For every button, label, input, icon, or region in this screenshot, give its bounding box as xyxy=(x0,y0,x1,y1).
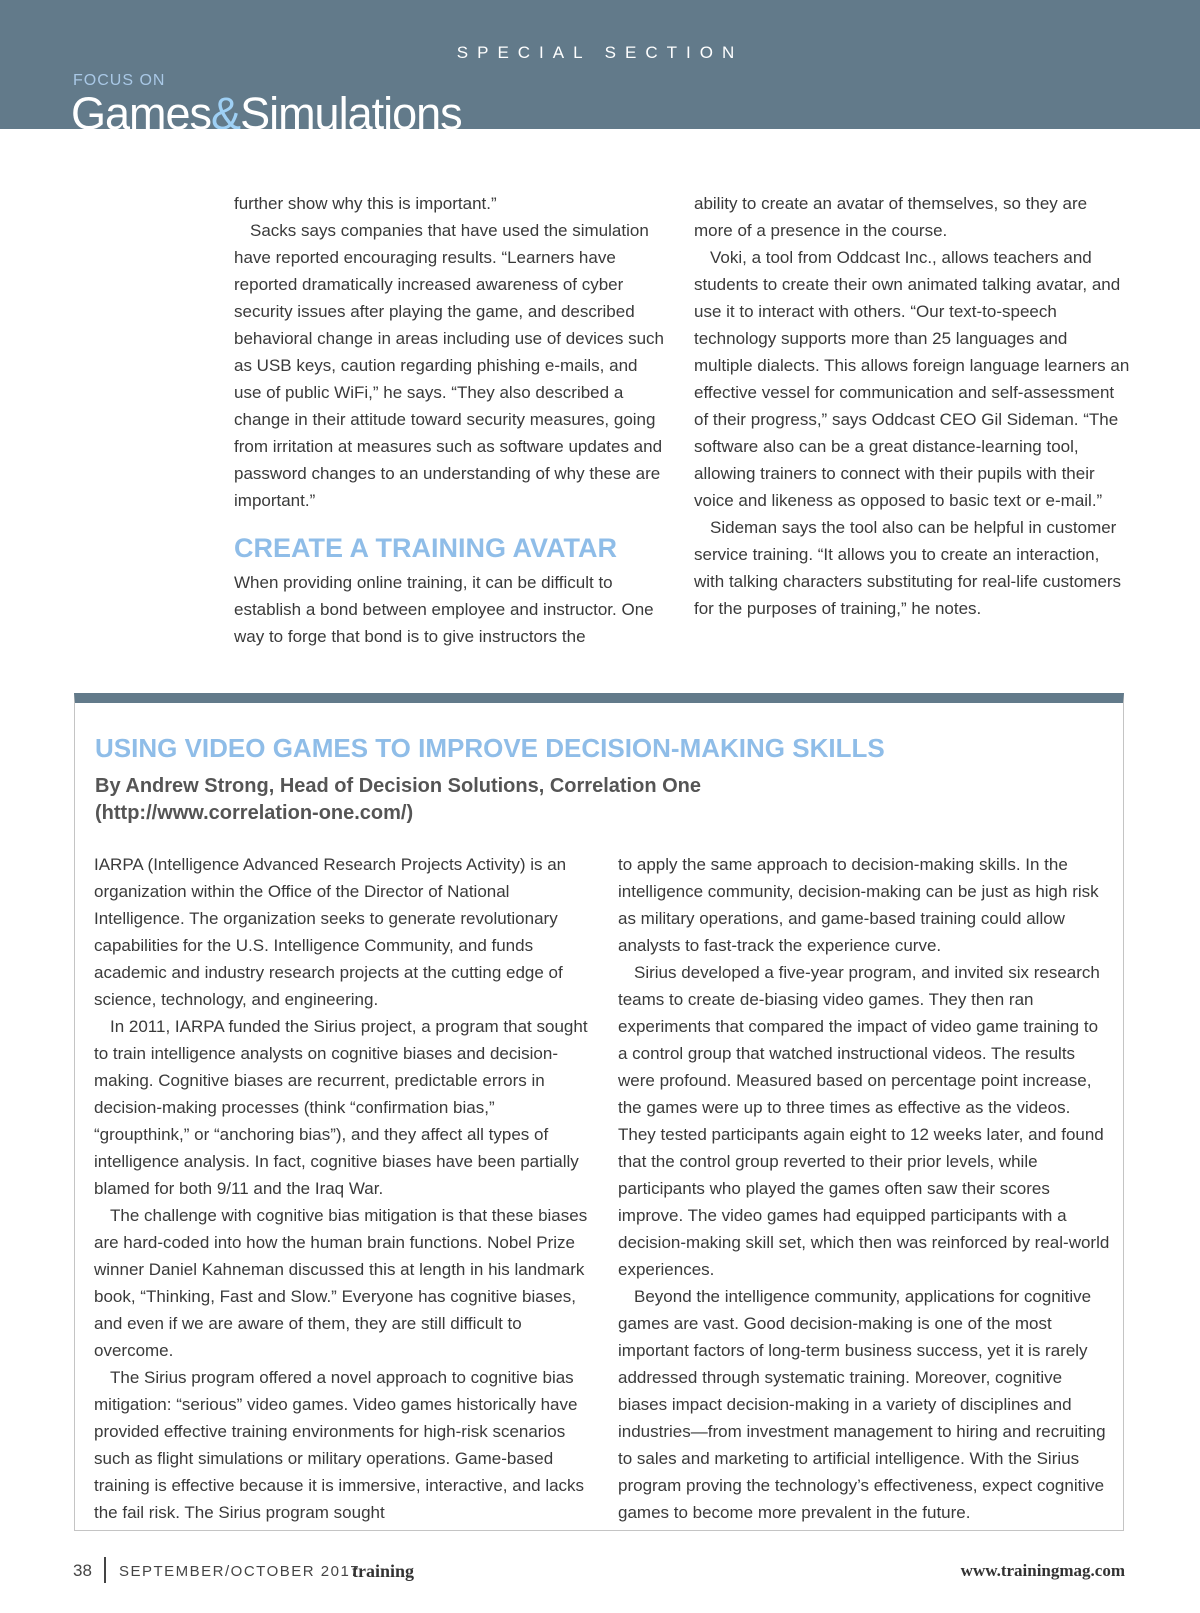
section-title-part2: Simulations xyxy=(240,88,462,129)
page-footer xyxy=(73,1557,1125,1585)
footer-divider xyxy=(104,1557,106,1583)
sidebar-paragraph: Sirius developed a five-year program, and invited six research teams to create de-biasing video games. They then ran experiments that compared the impact of video game training to a control group that watched instructional videos. The results were profound. Measured based on percentage point increase, the games were up to three times as effective as the videos. They tested participants again eight to 12 weeks later, and found that the control group reverted to their prior levels, while participants who played the games often saw their scores improve. The video games had equipped participants with a decision-making skill set, which then was reinforced by real-world experiences. xyxy=(618,963,1110,1279)
issue-date: SEPTEMBER/OCTOBER 2017 xyxy=(119,1563,361,1580)
section-title xyxy=(71,88,462,129)
sidebar-paragraph: The challenge with cognitive bias mitigation is that these biases are hard-coded into how the human brain functions. Nobel Prize winner Daniel Kahneman discussed this at length in his landmark book, “Thinking, Fast and Slow.” Everyone has cognitive biases, and even if we are aware of them, they are still difficult to overcome. xyxy=(94,1206,588,1360)
article-paragraph: When providing online training, it can be difficult to establish a bond between employee and instructor. One way to forge that bond is to give instructors the xyxy=(234,573,654,646)
header-banner xyxy=(0,0,1200,129)
section-title-part1: Games xyxy=(71,88,212,129)
magazine-name: training xyxy=(352,1561,415,1581)
article-paragraph: further show why this is important.” xyxy=(234,194,497,213)
article-paragraph: ability to create an avatar of themselves, so they are more of a presence in the course. xyxy=(694,194,1088,240)
section-label: SPECIAL SECTION xyxy=(456,43,744,62)
article-column-left xyxy=(234,190,666,650)
sidebar-byline xyxy=(95,773,995,827)
article-paragraph: Voki, a tool from Oddcast Inc., allows teachers and students to create their own animated talking avatar, and use it to interact with others. “Our text-to-speech technology supports more than 25 languages and multiple dialects. This allows foreign language learners an effective vessel for communication and self-assessment of their progress,” says Oddcast CEO Gil Sideman. “The software also can be a great distance-learning tool, allowing trainers to connect with their pupils with their voice and likeness as opposed to basic text or e-mail.” xyxy=(694,248,1130,510)
sidebar-byline-author: By Andrew Strong, Head of Decision Solutions, Correlation One xyxy=(95,775,701,797)
sidebar-paragraph: Beyond the intelligence community, applications for cognitive games are vast. Good decision-making is one of the most important factors of long-term business success, yet it is rarely addressed through systematic training. Moreover, cognitive biases impact decision-making in a variety of disciplines and industries—from investment management to hiring and recruiting to sales and marketing to artificial intelligence. With the Sirius program proving the technology’s effectiveness, expect cognitive games to become more prevalent in the future. xyxy=(618,1287,1106,1522)
sidebar-paragraph: IARPA (Intelligence Advanced Research Projects Activity) is an organization within the Office of the Director of National Intelligence. The organization seeks to generate revolutionary capabilities for the U.S. Intelligence Community, and funds academic and industry research projects at the cutting edge of science, technology, and engineering. xyxy=(94,855,567,1009)
section-title-ampersand: & xyxy=(211,88,241,129)
sidebar-paragraph: to apply the same approach to decision-making skills. In the intelligence community, decision-making can be just as high risk as military operations, and game-based training could allow analysts to fast-track the experience curve. xyxy=(618,855,1099,955)
sidebar-column-right xyxy=(618,851,1110,1526)
sidebar-paragraph: In 2011, IARPA funded the Sirius project, a program that sought to train intelligence analysts on cognitive biases and decision-making. Cognitive biases are recurrent, predictable errors in decision-making processes (think “confirmation bias,” “groupthink,” or “anchoring bias”), and they affect all types of intelligence analysis. In fact, cognitive biases have been partially blamed for both 9/11 and the Iraq War. xyxy=(94,1017,588,1198)
focus-label: FOCUS ON xyxy=(73,72,166,89)
sidebar-paragraph: The Sirius program offered a novel approach to cognitive bias mitigation: “serious” video games. Video games historically have provided effective training environments for high-risk scenarios such as flight simulations or military operations. Game-based training is effective because it is immersive, interactive, and lacks the fail risk. The Sirius program sought xyxy=(94,1368,585,1522)
sidebar-byline-url: (http://www.correlation-one.com/) xyxy=(95,802,414,824)
article-column-right xyxy=(694,190,1130,622)
sidebar-column-left xyxy=(94,851,592,1526)
sidebar-box xyxy=(74,693,1124,1531)
sidebar-title: USING VIDEO GAMES TO IMPROVE DECISION-MAKING SKILLS xyxy=(95,733,885,763)
website-url: www.trainingmag.com xyxy=(960,1561,1125,1580)
article-subheading: CREATE A TRAINING AVATAR xyxy=(234,533,617,563)
article-paragraph: Sideman says the tool also can be helpful in customer service training. “It allows you to create an interaction, with talking characters substituting for real-life customers for the purposes of training,” he notes. xyxy=(694,518,1122,618)
article-paragraph: Sacks says companies that have used the simulation have reported encouraging results. “Learners have reported dramatically increased awareness of cyber security issues after playing the game, and described behavioral change in areas including use of devices such as USB keys, caution regarding phishing e-mails, and use of public WiFi,” he says. “They also described a change in their attitude toward security measures, going from irritation at measures such as software updates and password changes to an understanding of why these are important.” xyxy=(234,221,664,510)
page-number: 38 xyxy=(73,1561,92,1580)
